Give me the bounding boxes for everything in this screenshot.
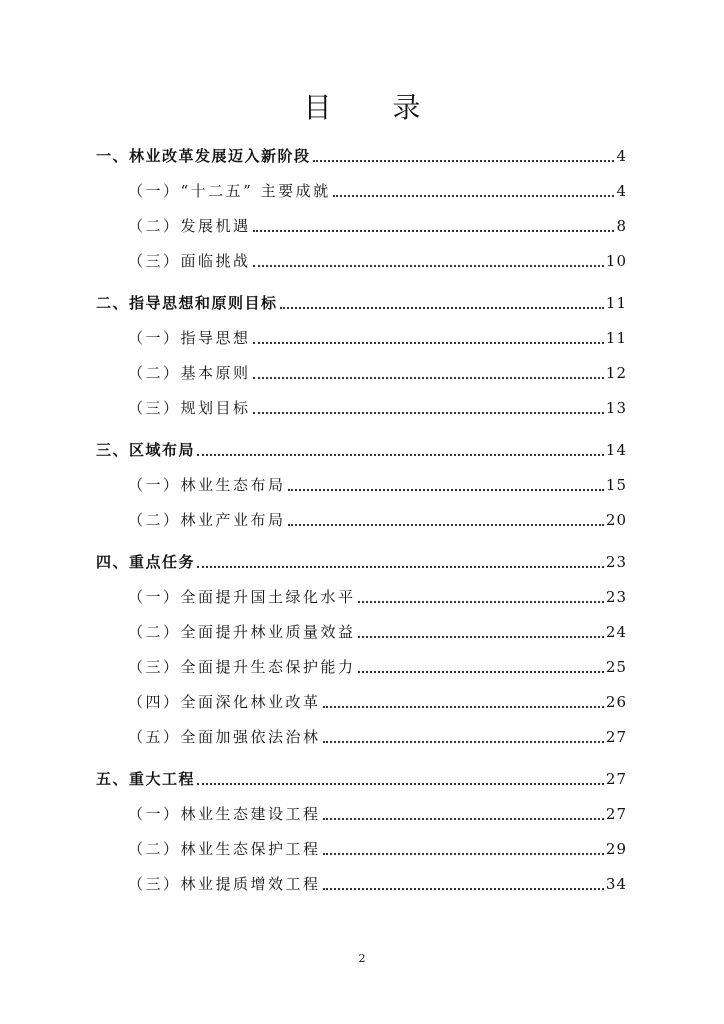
page-title: 目 录 bbox=[303, 91, 447, 124]
toc-entry-label: （五）全面加强依法治林 bbox=[128, 728, 321, 746]
toc-section bbox=[96, 759, 627, 894]
toc-subsection-entry[interactable] bbox=[96, 677, 627, 712]
toc-page-number: 8 bbox=[616, 217, 627, 235]
dot-leader bbox=[358, 601, 604, 603]
toc-entry-label: （二）林业产业布局 bbox=[128, 511, 286, 529]
toc-subsection-entry[interactable] bbox=[96, 166, 627, 201]
dot-leader bbox=[358, 636, 604, 638]
dot-leader bbox=[197, 783, 604, 785]
toc-entry-label: （三）林业提质增效工程 bbox=[128, 875, 321, 893]
toc-page-number: 4 bbox=[616, 147, 627, 165]
dot-leader bbox=[323, 853, 604, 855]
toc-entry-label: （一）“十二五” 主要成就 bbox=[128, 182, 331, 200]
toc-subsection-entry[interactable] bbox=[96, 712, 627, 747]
dot-leader bbox=[253, 265, 604, 267]
toc-page-number: 14 bbox=[605, 441, 627, 459]
dot-leader bbox=[358, 671, 604, 673]
dot-leader bbox=[323, 741, 604, 743]
dot-leader bbox=[323, 818, 604, 820]
toc-page-number: 4 bbox=[616, 182, 627, 200]
toc-entry-label: （二）基本原则 bbox=[128, 364, 251, 382]
toc-page-number: 15 bbox=[605, 476, 627, 494]
toc-entry-label: （二）发展机遇 bbox=[128, 217, 251, 235]
dot-leader bbox=[288, 489, 604, 491]
table-of-contents bbox=[96, 136, 627, 894]
toc-page-number: 34 bbox=[605, 875, 627, 893]
toc-subsection-entry[interactable] bbox=[96, 495, 627, 530]
toc-chapter-entry[interactable] bbox=[96, 136, 627, 166]
dot-leader bbox=[323, 888, 604, 890]
toc-entry-label: （三）全面提升生态保护能力 bbox=[128, 658, 356, 676]
dot-leader bbox=[197, 566, 604, 568]
toc-subsection-entry[interactable] bbox=[96, 201, 627, 236]
toc-subsection-entry[interactable] bbox=[96, 348, 627, 383]
toc-subsection-entry[interactable] bbox=[96, 460, 627, 495]
toc-subsection-entry[interactable] bbox=[96, 607, 627, 642]
toc-subsection-entry[interactable] bbox=[96, 642, 627, 677]
toc-entry-label: （一）全面提升国土绿化水平 bbox=[128, 588, 356, 606]
toc-entry-label: （三）面临挑战 bbox=[128, 252, 251, 270]
toc-page-number: 24 bbox=[605, 623, 627, 641]
toc-subsection-entry[interactable] bbox=[96, 789, 627, 824]
toc-entry-label: （一）林业生态布局 bbox=[128, 476, 286, 494]
toc-page-number: 27 bbox=[605, 728, 627, 746]
toc-page-number: 10 bbox=[605, 252, 627, 270]
toc-page-number: 27 bbox=[605, 805, 627, 823]
toc-subsection-entry[interactable] bbox=[96, 313, 627, 348]
dot-leader bbox=[288, 524, 604, 526]
dot-leader bbox=[197, 454, 604, 456]
toc-subsection-entry[interactable] bbox=[96, 859, 627, 894]
toc-page-number: 27 bbox=[605, 770, 627, 788]
dot-leader bbox=[313, 160, 615, 162]
dot-leader bbox=[333, 195, 615, 197]
toc-page-number: 23 bbox=[605, 553, 627, 571]
toc-entry-label: 四、重点任务 bbox=[96, 553, 196, 571]
dot-leader bbox=[253, 230, 615, 232]
toc-entry-label: 二、指导思想和原则目标 bbox=[96, 294, 278, 312]
toc-subsection-entry[interactable] bbox=[96, 383, 627, 418]
toc-entry-label: （一）林业生态建设工程 bbox=[128, 805, 321, 823]
toc-page-number: 11 bbox=[605, 329, 627, 347]
toc-page-number: 29 bbox=[605, 840, 627, 858]
toc-chapter-entry[interactable] bbox=[96, 430, 627, 460]
toc-entry-label: 一、林业改革发展迈入新阶段 bbox=[96, 147, 311, 165]
toc-page-number: 12 bbox=[605, 364, 627, 382]
toc-section bbox=[96, 283, 627, 418]
toc-page-number: 13 bbox=[605, 399, 627, 417]
toc-entry-label: （一）指导思想 bbox=[128, 329, 251, 347]
dot-leader bbox=[253, 377, 604, 379]
dot-leader bbox=[253, 412, 604, 414]
toc-page-number: 11 bbox=[605, 294, 627, 312]
toc-entry-label: （三）规划目标 bbox=[128, 399, 251, 417]
page-number: 2 bbox=[358, 952, 366, 965]
toc-section bbox=[96, 542, 627, 747]
toc-entry-label: 三、区域布局 bbox=[96, 441, 196, 459]
toc-entry-label: （二）林业生态保护工程 bbox=[128, 840, 321, 858]
toc-entry-label: 五、重大工程 bbox=[96, 770, 196, 788]
toc-subsection-entry[interactable] bbox=[96, 236, 627, 271]
toc-page-number: 25 bbox=[605, 658, 627, 676]
toc-subsection-entry[interactable] bbox=[96, 572, 627, 607]
toc-chapter-entry[interactable] bbox=[96, 283, 627, 313]
dot-leader bbox=[280, 307, 604, 309]
dot-leader bbox=[323, 706, 604, 708]
dot-leader bbox=[253, 342, 604, 344]
toc-chapter-entry[interactable] bbox=[96, 542, 627, 572]
toc-chapter-entry[interactable] bbox=[96, 759, 627, 789]
toc-entry-label: （二）全面提升林业质量效益 bbox=[128, 623, 356, 641]
toc-subsection-entry[interactable] bbox=[96, 824, 627, 859]
toc-section bbox=[96, 430, 627, 530]
toc-entry-label: （四）全面深化林业改革 bbox=[128, 693, 321, 711]
toc-page-number: 20 bbox=[605, 511, 627, 529]
toc-section bbox=[96, 136, 627, 271]
toc-page-number: 23 bbox=[605, 588, 627, 606]
toc-page-number: 26 bbox=[605, 693, 627, 711]
